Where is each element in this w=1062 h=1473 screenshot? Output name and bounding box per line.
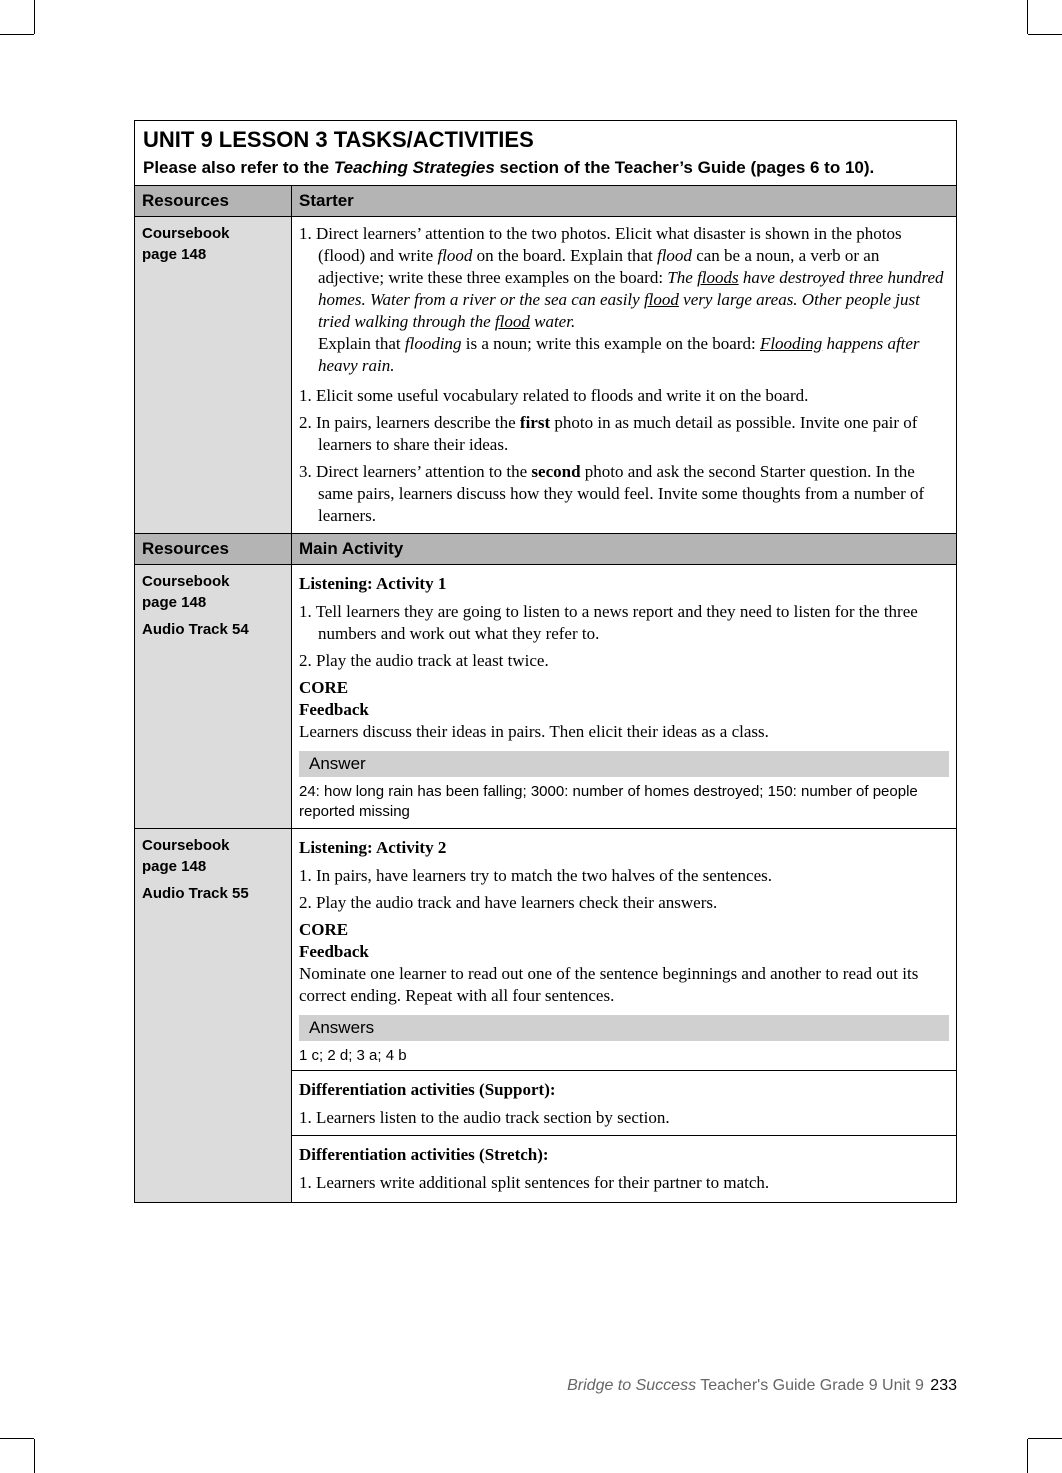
- step-item: 1. Tell learners they are going to listen to a news report and they need to listen for the three numbers and work out what they refer to.: [299, 602, 918, 643]
- core-label: CORE: [299, 920, 349, 939]
- activity2-row: [135, 829, 956, 1202]
- activity2-steps: [299, 865, 949, 914]
- starter-header-row: [135, 186, 956, 217]
- activity1-heading: Listening: Activity 1: [299, 574, 447, 593]
- activity1-steps: [299, 601, 949, 672]
- activity1-content: [292, 565, 956, 828]
- starter-resources: Coursebook page 148: [135, 217, 292, 533]
- stretch-text: 1. Learners write additional split sentences for their partner to match.: [299, 1173, 770, 1192]
- support-section: [292, 1070, 956, 1131]
- feedback-text: Learners discuss their ideas in pairs. Then elicit their ideas as a class.: [299, 722, 769, 741]
- activity2-content: [292, 829, 956, 1202]
- lesson-table: [134, 120, 957, 1203]
- stretch-section: [292, 1135, 956, 1196]
- step-item: 2. Play the audio track at least twice.: [299, 651, 549, 670]
- crop-mark: [0, 1438, 34, 1439]
- footer-text: Teacher's Guide Grade 9 Unit 9: [696, 1377, 924, 1394]
- crop-mark: [34, 0, 35, 34]
- crop-mark: [1027, 1439, 1028, 1473]
- page-footer: [567, 1376, 957, 1396]
- answer-bar: Answer: [299, 751, 949, 777]
- core-label: CORE: [299, 678, 349, 697]
- activity2-heading: Listening: Activity 2: [299, 838, 447, 857]
- step-item: 1. In pairs, have learners try to match the two halves of the sentences.: [299, 866, 773, 885]
- activity1-row: [135, 565, 956, 829]
- lesson-title: UNIT 9 LESSON 3 TASKS/ACTIVITIES: [143, 127, 534, 152]
- step-item: 2. Play the audio track and have learners check their answers.: [299, 893, 718, 912]
- support-heading: Differentiation activities (Support):: [299, 1080, 556, 1099]
- stretch-heading: Differentiation activities (Stretch):: [299, 1145, 549, 1164]
- starter-item: 1. Elicit some useful vocabulary related to floods and write it on the board.: [299, 386, 809, 405]
- activity2-resources: Coursebook page 148 Audio Track 55: [135, 829, 292, 1202]
- feedback-label: Feedback: [299, 942, 369, 961]
- page-number: 233: [930, 1377, 957, 1394]
- answers-bar: Answers: [299, 1015, 949, 1041]
- starter-heading: Starter: [292, 186, 956, 216]
- feedback-label: Feedback: [299, 700, 369, 719]
- resources-heading: Resources: [135, 186, 292, 216]
- activity1-resources: Coursebook page 148 Audio Track 54: [135, 565, 292, 828]
- crop-mark: [0, 34, 34, 35]
- starter-list: [299, 223, 949, 527]
- starter-row: [135, 217, 956, 534]
- starter-item: 3. Direct learners’ attention to the second photo and ask the second Starter question. In the same pairs, learners discuss how they would feel. Invite some thoughts from a number of learners.: [299, 462, 925, 525]
- crop-mark: [1028, 1438, 1062, 1439]
- starter-item: 1. Direct learners’ attention to the two photos. Elicit what disaster is shown in the photos (flood) and write flood on the board. Explain that flood can be a noun, a verb or an adjective; write these three examples on the board: The floods have destroyed three hundred homes. Water from a river or the sea can easily flood very large areas. Other people just tried walking through the flood water. Explain that flooding is a noun; write this example on the board: Flooding happens after heavy rain.: [299, 224, 944, 375]
- main-header-row: [135, 534, 956, 565]
- main-activity-heading: Main Activity: [292, 534, 956, 564]
- crop-mark: [1028, 34, 1062, 35]
- crop-mark: [34, 1439, 35, 1473]
- lesson-subtitle: Please also refer to the Teaching Strategies section of the Teacher’s Guide (pages 6 to 10).: [143, 158, 875, 177]
- support-text: 1. Learners listen to the audio track section by section.: [299, 1108, 670, 1127]
- starter-content: [292, 217, 956, 533]
- book-title: Bridge to Success: [567, 1377, 697, 1394]
- starter-item: 2. In pairs, learners describe the first photo in as much detail as possible. Invite one pair of learners to share their ideas.: [299, 413, 918, 454]
- answers-text: 1 c; 2 d; 3 a; 4 b: [299, 1047, 407, 1064]
- answer-text: 24: how long rain has been falling; 3000: number of homes destroyed; 150: number of people reported missing: [299, 783, 918, 820]
- lesson-header: [135, 121, 956, 186]
- crop-mark: [1027, 0, 1028, 34]
- feedback-text: Nominate one learner to read out one of the sentence beginnings and another to read out its correct ending. Repeat with all four sentences.: [299, 964, 919, 1005]
- resources-heading: Resources: [135, 534, 292, 564]
